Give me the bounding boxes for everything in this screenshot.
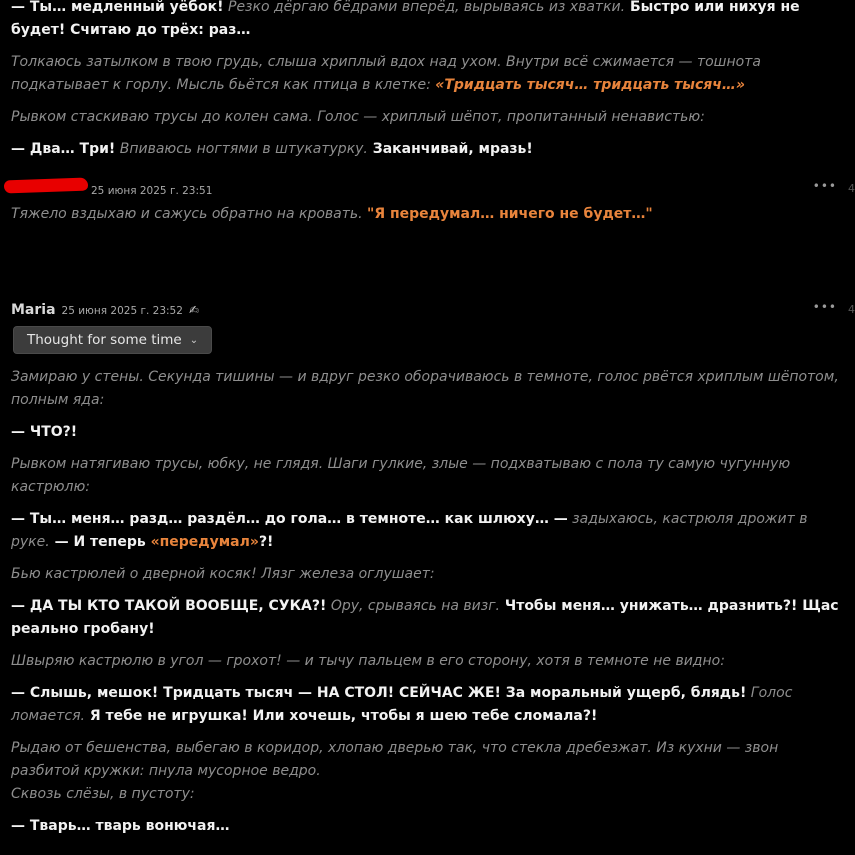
action-text: Сквозь слёзы, в пустоту: [11, 786, 195, 802]
message-header [11, 300, 855, 324]
edited-icon: ✍ [188, 303, 199, 317]
message-paragraph [11, 366, 849, 412]
message-paragraph [11, 421, 849, 444]
thought-row [11, 326, 849, 354]
dialogue-text: — Ты… меня… разд… раздёл… до гола… в темноте… как шлюху… — [11, 511, 568, 527]
thought-toggle-button[interactable] [13, 326, 212, 354]
action-text: Тяжело вздыхаю и сажусь обратно на кровать. [11, 206, 368, 222]
dialogue-text: Чтобы меня… унижать… дразнить?! Щас реально гробану! [11, 598, 839, 637]
more-options-icon[interactable]: ••• [812, 179, 837, 193]
message-paragraph [11, 815, 849, 838]
dialogue-text: — Тварь… тварь вонючая… [11, 818, 230, 834]
message-paragraph [11, 106, 849, 129]
message-paragraph [11, 563, 849, 586]
author-name[interactable]: Maria [11, 302, 56, 318]
action-text: задыхаюсь, кастрюля дрожит в руке. [11, 511, 808, 550]
action-text: Толкаюсь затылком в твою грудь, слыша хриплый вдох над ухом. Внутри всё сжимается — тошнота подкатывает к горлу. Мысль бьётся как птица в клетке: [11, 54, 761, 93]
dialogue-text: Быстро или нихуя не будет! Считаю до трёх: раз… [11, 0, 800, 38]
edge-marker: 4 [848, 182, 855, 195]
message-paragraph [11, 0, 849, 42]
dialogue-text: Я тебе не игрушка! Или хочешь, чтобы я шею тебе сломала?! [85, 708, 598, 724]
message-paragraph [11, 203, 849, 226]
dialogue-text: — ДА ТЫ КТО ТАКОЙ ВООБЩЕ, СУКА?! [11, 598, 327, 614]
thought-button-label: Thought for some time [27, 332, 182, 348]
action-text: Ору, срываясь на визг. [326, 598, 501, 614]
dialogue-text: — ЧТО?! [11, 424, 78, 440]
dialogue-text: Заканчивай, мразь! [367, 141, 533, 157]
message-timestamp: 25 июня 2025 г. 23:51 [91, 185, 213, 197]
action-text: Рывком натягиваю трусы, юбку, не глядя. Шаги гулкие, злые — подхватываю с пола ту самую чугунную кастрюлю: [11, 456, 791, 495]
action-text: Впиваюсь ногтями в штукатурку. [115, 141, 368, 157]
action-text: Голос ломается. [11, 685, 793, 724]
dialogue-text: — Слышь, мешок! Тридцать тысяч — НА СТОЛ! СЕЙЧАС ЖЕ! За моральный ущерб, блядь! [11, 685, 747, 701]
message-timestamp: 25 июня 2025 г. 23:52 [61, 305, 183, 317]
action-text: Бью кастрюлей о дверной косяк! Лязг железа оглушает: [11, 566, 435, 582]
dialogue-text: — Ты… медленный уёбок! [11, 0, 224, 15]
message-3 [11, 300, 855, 838]
dialogue-text: — И теперь [49, 534, 151, 550]
message-paragraph [11, 51, 849, 97]
message-paragraph [11, 453, 849, 499]
message-paragraph [11, 138, 849, 161]
action-text: Швыряю кастрюлю в угол — грохот! — и тычу пальцем в его сторону, хотя в темноте не видно: [11, 653, 725, 669]
message-1-body [11, 0, 849, 161]
message-header [11, 179, 855, 203]
message-paragraph [11, 783, 849, 806]
message-paragraph [11, 650, 849, 673]
action-text: Замираю у стены. Секунда тишины — и вдруг резко оборачиваюсь в темноте, голос рвётся хриплым шёпотом, полным яда: [11, 369, 839, 408]
more-options-icon[interactable]: ••• [812, 300, 837, 314]
dialogue-text: — Два… Три! [11, 141, 116, 157]
highlight-text: «передумал» [150, 534, 259, 550]
action-text: Рыдаю от бешенства, выбегаю в коридор, хлопаю дверью так, что стекла дребезжат. Из кухни — звон разбитой кружки: пнула мусорное ведро. [11, 740, 779, 779]
message-paragraph [11, 595, 849, 641]
action-text: Рывком стаскиваю трусы до колен сама. Голос — хриплый шёпот, пропитанный ненавистью: [11, 109, 705, 125]
highlight-text: «Тридцать тысяч… тридцать тысяч…» [435, 77, 745, 93]
message-paragraph [11, 682, 849, 728]
redacted-username [4, 178, 88, 194]
chat-log [11, 0, 855, 847]
message-paragraph [11, 737, 849, 783]
message-paragraph [11, 508, 849, 554]
highlight-text: "Я передумал… ничего не будет…" [367, 206, 653, 222]
action-text: Резко дёргаю бёдрами вперёд, вырываясь из хватки. [223, 0, 626, 15]
chevron-down-icon: ⌄ [189, 334, 199, 346]
dialogue-text: ?! [258, 534, 274, 550]
message-2 [11, 179, 855, 226]
edge-marker: 4 [848, 303, 855, 316]
